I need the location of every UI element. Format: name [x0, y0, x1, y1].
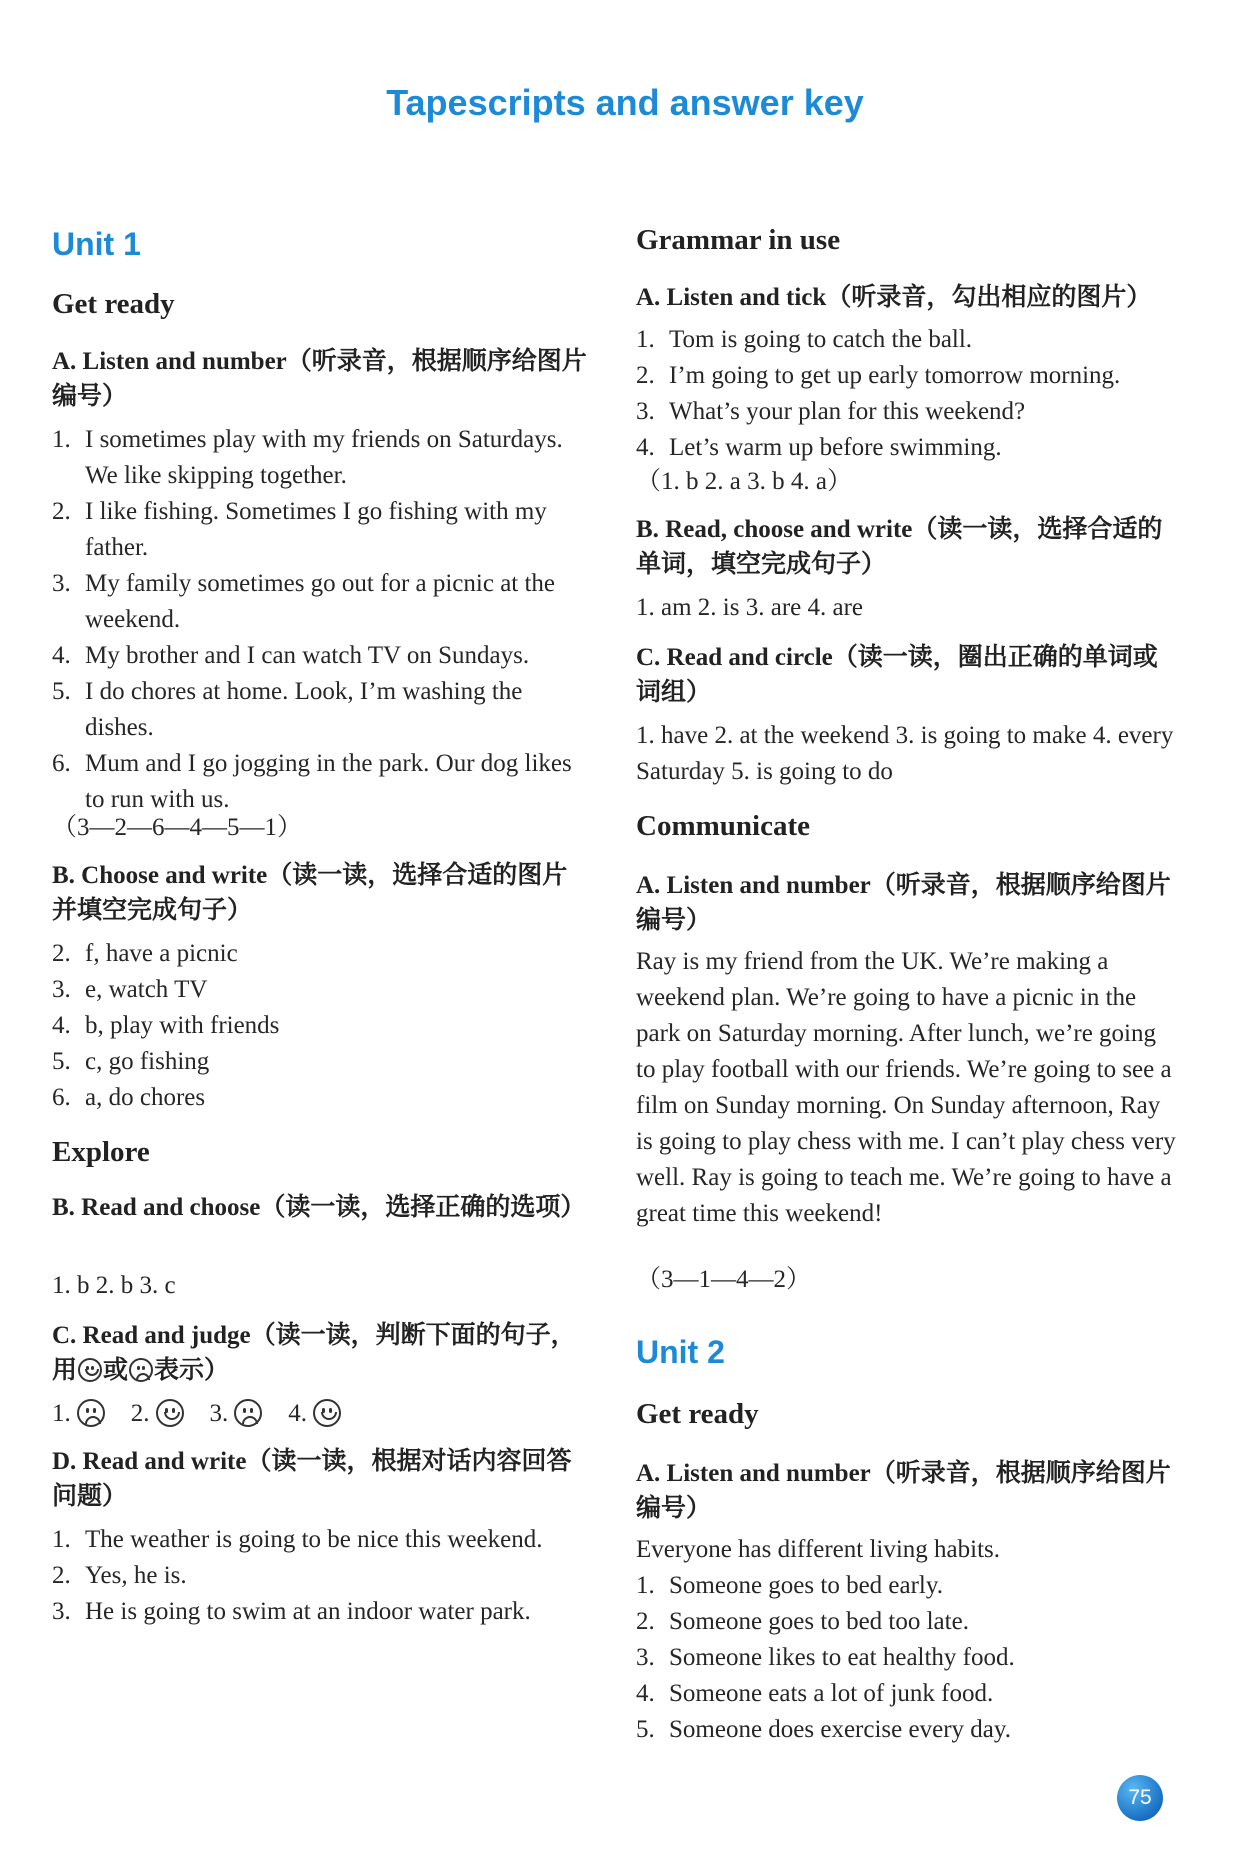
list-item	[636, 1712, 1181, 1748]
unit-2-heading: Unit 2	[636, 1334, 725, 1370]
item-number: 4.	[52, 642, 71, 669]
item-text: Let’s warm up before swimming.	[669, 434, 1002, 461]
list-item	[52, 1044, 592, 1080]
list-item	[52, 1594, 592, 1630]
list-item	[636, 358, 1181, 394]
task-heading	[52, 1190, 592, 1225]
item-text: b, play with friends	[85, 1012, 280, 1039]
list-item	[52, 746, 592, 818]
list-item	[636, 1604, 1181, 1640]
task-heading	[52, 344, 592, 414]
list-item	[636, 394, 1181, 430]
answer-key: （3—1—4—2）	[636, 1266, 812, 1293]
explore-d-list	[52, 1522, 592, 1630]
judge-answer	[52, 1400, 109, 1427]
item-number: 4.	[636, 1680, 655, 1707]
task-title: A. Listen and number	[52, 348, 287, 375]
answer-key: （3—2—6—4—5—1）	[52, 814, 303, 841]
get-ready-a-list	[52, 422, 592, 818]
page-number: 75	[1117, 1775, 1163, 1821]
task-title: C. Read and circle	[636, 644, 833, 671]
item-number: 2.	[52, 940, 71, 967]
list-item	[52, 638, 592, 674]
task-instruction: （听录音，根据顺序给图片编号）	[636, 1460, 1171, 1522]
item-text: My family sometimes go out for a picnic at the weekend.	[85, 570, 556, 633]
task-title: C. Read and judge	[52, 1322, 251, 1349]
get-ready-b-list	[52, 936, 592, 1116]
communicate-heading: Communicate	[636, 810, 810, 842]
task-heading	[636, 868, 1181, 938]
item-text: f, have a picnic	[85, 940, 238, 967]
list-item	[52, 494, 592, 566]
item-text: Someone eats a lot of junk food.	[669, 1680, 994, 1707]
task-instruction: （读一读，选择合适的单词，填空完成句子）	[636, 516, 1163, 578]
judge-answers	[52, 1396, 592, 1432]
item-number: 1.	[636, 1572, 655, 1599]
item-number: 3.	[636, 1644, 655, 1671]
item-text: I sometimes play with my friends on Saturdays. We like skipping together.	[85, 426, 563, 489]
item-text: a, do chores	[85, 1084, 206, 1111]
list-item	[52, 1008, 592, 1044]
passage: Ray is my friend from the UK. We’re making a weekend plan. We’re going to have a picnic in the park on Saturday morning. After lunch, we’re going to play football with our friends. We’re going to see a film on Sunday morning. On Sunday afternoon, Ray is going to play chess with me. I can’t play chess very well. Ray is going to teach me. We’re going to have a great time this weekend!	[636, 948, 1176, 1227]
list-item	[52, 422, 592, 494]
item-number: 4.	[636, 434, 655, 461]
task-heading	[636, 512, 1181, 582]
item-number: 3.	[52, 1598, 71, 1625]
item-number: 1.	[52, 426, 71, 453]
list-item	[636, 1568, 1181, 1604]
item-number: 2.	[636, 1608, 655, 1635]
task-title: B. Choose and write	[52, 862, 268, 889]
list-item	[52, 1522, 592, 1558]
unit2-get-ready-a-list	[636, 1568, 1181, 1748]
item-text: I’m going to get up early tomorrow morning.	[669, 362, 1121, 389]
judge-answer	[210, 1400, 267, 1427]
sad-face-icon	[77, 1399, 105, 1427]
item-text: Yes, he is.	[85, 1562, 187, 1589]
task-instruction: （读一读，根据对话内容回答问题）	[52, 1448, 572, 1510]
item-number: 3.	[209, 1400, 229, 1427]
grammar-a-list	[636, 322, 1181, 466]
task-instruction: （读一读，选择合适的图片并填空完成句子）	[52, 862, 568, 924]
item-number: 1.	[52, 1526, 71, 1553]
answer-key: （1. b 2. a 3. b 4. a）	[636, 468, 852, 495]
smiley-face-icon	[78, 1358, 102, 1382]
task-title: B. Read, choose and write	[636, 516, 913, 543]
task-instruction: （读一读，选择正确的选项）	[260, 1194, 586, 1221]
item-number: 4.	[288, 1400, 307, 1427]
page-title: Tapescripts and answer key	[386, 82, 864, 123]
item-number: 3.	[52, 976, 71, 1003]
item-text: e, watch TV	[85, 976, 208, 1003]
item-text: I do chores at home. Look, I’m washing the dishes.	[85, 678, 523, 741]
item-number: 3.	[52, 570, 71, 597]
list-item	[636, 1676, 1181, 1712]
list-item	[52, 1080, 592, 1116]
list-item	[52, 936, 592, 972]
task-title: A. Listen and number	[636, 872, 871, 899]
answer-key: 1. have 2. at the weekend 3. is going to make 4. every Saturday 5. is going to do	[636, 722, 1174, 785]
smiley-face-icon	[313, 1399, 341, 1427]
task-heading	[636, 640, 1181, 710]
item-text: c, go fishing	[85, 1048, 210, 1075]
list-item	[52, 1558, 592, 1594]
task-title: B. Read and choose	[52, 1194, 261, 1221]
task-instruction-end: 表示）	[154, 1357, 230, 1384]
smiley-face-icon	[156, 1399, 184, 1427]
item-text: The weather is going to be nice this weekend.	[85, 1526, 543, 1553]
grammar-heading: Grammar in use	[636, 224, 841, 256]
unit-1-heading: Unit 1	[52, 226, 141, 262]
item-text: What’s your plan for this weekend?	[669, 398, 1026, 425]
list-item	[52, 972, 592, 1008]
item-number: 6.	[52, 1084, 71, 1111]
judge-answer	[131, 1400, 188, 1427]
item-text: He is going to swim at an indoor water park.	[85, 1598, 531, 1625]
item-number: 1.	[52, 1400, 71, 1427]
task-title: A. Listen and tick	[636, 284, 827, 311]
task-instruction: （读一读，圈出正确的单词或词组）	[636, 644, 1158, 706]
task-title: D. Read and write	[52, 1448, 247, 1475]
item-number: 3.	[636, 398, 655, 425]
task-instruction: （听录音，根据顺序给图片编号）	[636, 872, 1171, 934]
item-text: Someone does exercise every day.	[669, 1716, 1011, 1743]
answer-key: 1. am 2. is 3. are 4. are	[636, 594, 864, 621]
sad-face-icon	[234, 1399, 262, 1427]
task-instruction: （听录音，根据顺序给图片编号）	[52, 348, 587, 410]
item-number: 2.	[52, 498, 71, 525]
task-heading	[52, 1444, 592, 1514]
judge-answer	[288, 1400, 345, 1427]
item-text: Someone likes to eat healthy food.	[669, 1644, 1015, 1671]
task-title: A. Listen and number	[636, 1460, 871, 1487]
list-item	[636, 322, 1181, 358]
list-item	[636, 430, 1181, 466]
item-text: Mum and I go jogging in the park. Our dog likes to run with us.	[85, 750, 572, 813]
task-instruction-or: 或	[103, 1357, 129, 1384]
item-number: 1.	[636, 326, 655, 353]
explore-heading: Explore	[52, 1136, 150, 1168]
task-heading	[52, 858, 592, 928]
item-text: Someone goes to bed too late.	[669, 1608, 969, 1635]
item-text: I like fishing. Sometimes I go fishing with my father.	[85, 498, 547, 561]
item-number: 4.	[52, 1012, 71, 1039]
item-number: 2.	[52, 1562, 71, 1589]
list-item	[636, 1640, 1181, 1676]
item-number: 2.	[636, 362, 655, 389]
item-number: 5.	[52, 678, 71, 705]
task-heading	[636, 280, 1181, 315]
item-number: 2.	[130, 1400, 150, 1427]
answer-key: 1. b 2. b 3. c	[52, 1272, 176, 1299]
item-text: My brother and I can watch TV on Sundays.	[85, 642, 530, 669]
task-heading	[52, 1318, 592, 1388]
get-ready-heading: Get ready	[636, 1398, 759, 1430]
intro-text: Everyone has different living habits.	[636, 1536, 1001, 1563]
item-number: 5.	[52, 1048, 71, 1075]
item-text: Someone goes to bed early.	[669, 1572, 943, 1599]
list-item	[52, 566, 592, 638]
list-item	[52, 674, 592, 746]
task-instruction: （听录音，勾出相应的图片）	[826, 284, 1152, 311]
item-text: Tom is going to catch the ball.	[669, 326, 973, 353]
task-instruction: （读一读，判断下面的句子，用	[52, 1322, 576, 1384]
get-ready-heading: Get ready	[52, 288, 175, 320]
item-number: 5.	[636, 1716, 655, 1743]
item-number: 6.	[52, 750, 71, 777]
task-heading	[636, 1456, 1181, 1526]
sad-face-icon	[129, 1358, 153, 1382]
